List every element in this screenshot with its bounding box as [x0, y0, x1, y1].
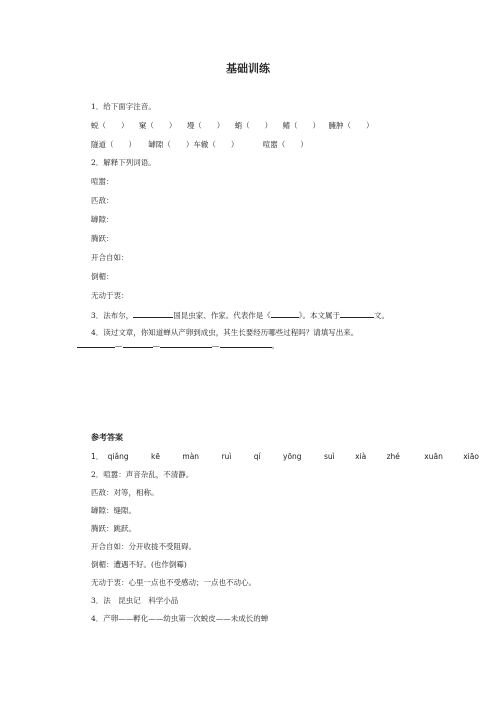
- pinyin-item: kē: [151, 452, 160, 461]
- answer-pinyin-line: [91, 451, 479, 462]
- answer-item: 4．产卵——孵化——幼虫第一次蜕皮——未成长的蝉: [91, 614, 269, 623]
- blank-stage-4[interactable]: [220, 339, 272, 348]
- q4-sep: —: [212, 341, 220, 350]
- pinyin-item: xuān: [424, 452, 443, 461]
- answer-item: 2．喧嚣：声音杂乱，不清静。: [91, 470, 194, 479]
- q1-row1: [91, 121, 373, 131]
- q2-item: 腾跃：: [91, 234, 114, 243]
- pinyin-item: xià: [355, 452, 367, 461]
- pinyin-item: màn: [182, 452, 200, 461]
- q1-item: 鳍（ ）: [282, 121, 321, 130]
- q3-text: 》。本文属于: [298, 311, 341, 320]
- answer-item: 罅隙：缝隙。: [91, 506, 136, 515]
- answers-title: 参考答案: [91, 433, 123, 442]
- q1-item: 隧道（ ）: [91, 140, 136, 149]
- q1-item: 蛸（ ）: [234, 121, 273, 130]
- q2-item: 喧嚣：: [91, 177, 114, 186]
- q2-item: 开合自如：: [91, 253, 129, 262]
- answer-item: 开合自如：分开收拢不受阻碍。: [91, 542, 196, 551]
- q1-header: 1．给下面字注音。: [91, 102, 156, 111]
- q3-text: 国昆虫家、作家。代表作是《: [173, 311, 271, 320]
- q1-row2: [91, 140, 308, 150]
- blank-stage-1[interactable]: [77, 339, 115, 348]
- page-title: 基础训练: [226, 62, 270, 75]
- q2-item: 罅隙：: [91, 215, 114, 224]
- q3-text: 文。: [374, 311, 390, 320]
- answer-item: 3．法 昆虫记 科学小品: [91, 596, 179, 605]
- pinyin-item: qí: [253, 452, 261, 461]
- answer-item: 腾跃：跳跃。: [91, 524, 136, 533]
- pinyin-item: xiāo: [463, 452, 479, 461]
- pinyin-item: zhé: [386, 452, 400, 461]
- q1-item: 罅隙（ ）车辙（ ）: [148, 140, 239, 149]
- q4-end: 。: [271, 341, 279, 350]
- q4-blanks: [77, 339, 279, 351]
- q2-header: 2．解释下列词语。: [91, 158, 156, 167]
- q1-item: 蜕（ ）: [91, 121, 129, 130]
- answer-item: 匹敌：对等，相称。: [91, 488, 159, 497]
- q1-item: 窠（ ）: [138, 121, 177, 130]
- blank-stage-2[interactable]: [123, 339, 153, 348]
- blank-stage-3[interactable]: [160, 339, 212, 348]
- answer-item: 无动于衷：心里一点也不受感动；一点也不动心。: [91, 578, 256, 587]
- q1-item: 墁（ ）: [186, 121, 225, 130]
- blank-work[interactable]: [271, 309, 299, 318]
- pinyin-item: yōng: [283, 452, 302, 461]
- q1-item: 喧嚣（ ）: [262, 140, 308, 149]
- pinyin-item: suì: [323, 452, 335, 461]
- pinyin-prefix: 1．: [91, 452, 104, 461]
- q3-line: [91, 309, 389, 321]
- pinyin-item: ruì: [221, 452, 232, 461]
- q3-text: 3．法布尔，: [91, 311, 134, 320]
- blank-country[interactable]: [133, 309, 173, 318]
- answer-item: 倒楣：遭遇不好。(也作倒霉): [91, 560, 187, 569]
- q4-question: 4．读过文章，你知道蝉从产卵到成虫，其生长要经历哪些过程吗？请填写出来。: [91, 328, 359, 337]
- q2-item: 无动于衷：: [91, 291, 129, 300]
- q4-sep: —: [152, 341, 160, 350]
- q2-item: 匹敌：: [91, 196, 114, 205]
- q4-sep: —: [115, 341, 123, 350]
- blank-genre[interactable]: [340, 309, 374, 318]
- q2-item: 倒楣：: [91, 272, 114, 281]
- pinyin-item: qiǎng: [107, 452, 129, 461]
- q1-item: 臃肿（ ）: [328, 121, 374, 130]
